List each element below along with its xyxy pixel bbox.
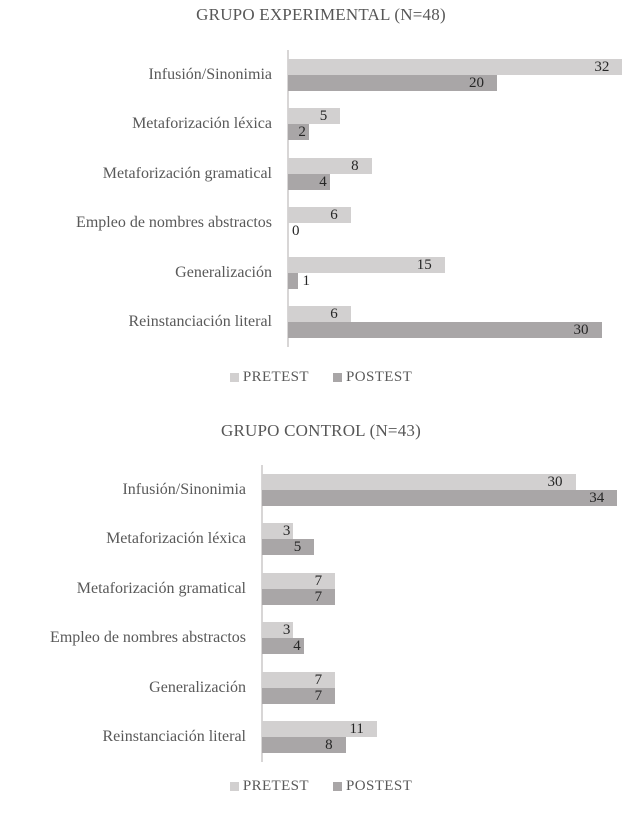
- chart-title: GRUPO EXPERIMENTAL (N=48): [196, 5, 446, 24]
- category-label: Generalización: [175, 263, 272, 281]
- value-label: 3: [282, 523, 291, 539]
- value-label: 11: [349, 721, 364, 737]
- bar-pretest: [288, 59, 622, 75]
- category-label: Empleo de nombres abstractos: [76, 214, 272, 232]
- chart-row: [0, 248, 642, 298]
- postest-swatch-icon: [333, 782, 342, 791]
- value-label: 1: [302, 272, 310, 289]
- chart-row: [0, 465, 642, 515]
- bar-group: [262, 663, 642, 713]
- chart-row: [0, 515, 642, 565]
- bar-pretest: [288, 158, 372, 174]
- category-label: Generalización: [149, 678, 246, 696]
- value-label: 8: [325, 737, 333, 753]
- chart-row: [0, 199, 642, 249]
- chart-row: [0, 614, 642, 664]
- value-label: 6: [330, 306, 338, 322]
- bar-pretest: [262, 573, 335, 589]
- bar-pretest: [288, 257, 445, 273]
- category-label: Infusión/Sinonimia: [148, 65, 272, 83]
- bar-pretest: [262, 622, 293, 638]
- legend-item-pretest: [230, 778, 309, 795]
- bar-group: [262, 614, 642, 664]
- bar-postest: [262, 539, 314, 555]
- category-label: Metaforización léxica: [106, 530, 246, 548]
- legend-item-pretest: [230, 369, 309, 386]
- bar-group: [288, 248, 642, 298]
- category-label: Empleo de nombres abstractos: [50, 629, 246, 647]
- legend-label: PRETEST: [242, 369, 309, 385]
- value-label: 5: [293, 539, 302, 555]
- bar-postest: [262, 638, 304, 654]
- bar-group: [262, 465, 642, 515]
- chart-row: [0, 298, 642, 348]
- bar-postest: [262, 737, 346, 753]
- bar-postest: [288, 174, 330, 190]
- bar-pretest: [262, 721, 377, 737]
- pretest-swatch-icon: [230, 782, 239, 791]
- legend: [0, 778, 642, 795]
- value-label: 2: [298, 124, 306, 140]
- value-label: 4: [319, 173, 327, 190]
- bar-group: [288, 199, 642, 249]
- bar-pretest: [288, 306, 351, 322]
- legend-item-postest: [333, 369, 412, 386]
- value-label: 6: [330, 207, 338, 223]
- value-label: 0: [292, 223, 300, 239]
- bar-rows: [0, 465, 642, 762]
- category-label: Metaforización léxica: [132, 115, 272, 133]
- bar-group: [262, 564, 642, 614]
- value-label: 34: [589, 489, 605, 506]
- bar-pretest: [288, 108, 340, 124]
- bar-group: [288, 100, 642, 150]
- bar-group: [262, 713, 642, 763]
- bar-group: [288, 149, 642, 199]
- chart-control: [0, 415, 642, 813]
- legend-label: POSTEST: [345, 778, 413, 794]
- value-label: 3: [282, 622, 291, 638]
- postest-swatch-icon: [333, 373, 342, 382]
- value-label: 4: [293, 638, 301, 654]
- category-label: Metaforización gramatical: [102, 164, 272, 182]
- chart-row: [0, 564, 642, 614]
- value-label: 7: [314, 588, 323, 605]
- bar-pretest: [262, 474, 576, 490]
- chart-row: [0, 149, 642, 199]
- bar-group: [288, 298, 642, 348]
- value-label: 20: [469, 74, 484, 91]
- category-label: Reinstanciación literal: [102, 728, 246, 746]
- chart-title: GRUPO CONTROL (N=43): [221, 421, 421, 440]
- value-label: 30: [573, 322, 589, 338]
- plot-area: [0, 465, 642, 762]
- bar-postest: [262, 490, 617, 506]
- chart-row: [0, 713, 642, 763]
- value-label: 15: [416, 256, 432, 273]
- bar-rows: [0, 50, 642, 347]
- bar-postest: [288, 75, 497, 91]
- pretest-swatch-icon: [230, 373, 239, 382]
- legend: [0, 369, 642, 386]
- bar-group: [262, 515, 642, 565]
- bar-group: [288, 50, 642, 100]
- bar-pretest: [288, 207, 351, 223]
- bar-postest: [262, 589, 335, 605]
- value-label: 7: [314, 572, 323, 589]
- chart-row: [0, 50, 642, 100]
- legend-label: POSTEST: [345, 369, 413, 385]
- value-label: 5: [319, 108, 328, 124]
- bar-postest: [262, 688, 335, 704]
- value-label: 30: [547, 473, 563, 490]
- bar-postest: [288, 322, 602, 338]
- plot-area: [0, 50, 642, 347]
- bar-postest: [288, 124, 309, 140]
- chart-row: [0, 100, 642, 150]
- category-label: Reinstanciación literal: [128, 313, 272, 331]
- value-label: 8: [351, 157, 359, 174]
- bar-pretest: [262, 672, 335, 688]
- category-label: Metaforización gramatical: [76, 579, 246, 597]
- legend-item-postest: [333, 778, 412, 795]
- category-label: Infusión/Sinonimia: [122, 480, 246, 498]
- chart-row: [0, 663, 642, 713]
- legend-label: PRETEST: [242, 778, 309, 794]
- value-label: 7: [314, 671, 323, 688]
- bar-pretest: [262, 523, 293, 539]
- bar-postest: [288, 272, 310, 289]
- value-label: 7: [314, 687, 323, 704]
- value-label: 32: [594, 58, 610, 75]
